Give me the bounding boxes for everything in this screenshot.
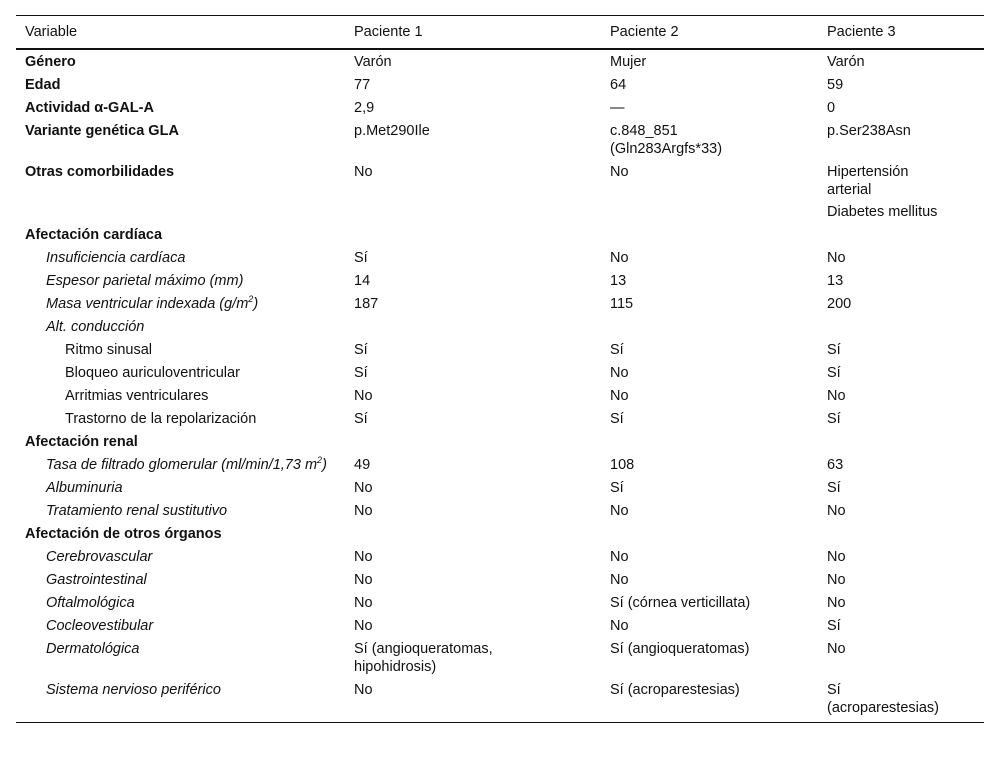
cell-value: 13: [610, 273, 627, 289]
table-row: [16, 454, 984, 477]
table-row: [16, 293, 984, 316]
cell-value: Mujer: [610, 54, 647, 70]
cell-value: Sí: [827, 480, 841, 496]
cell-value: Sí: [354, 365, 368, 381]
cell-value: Sí: [354, 342, 368, 358]
row-label: Gastrointestinal: [46, 572, 147, 588]
cell-value: Sí: [827, 342, 841, 358]
table-row: [16, 161, 984, 224]
table-row: [16, 569, 984, 592]
table-row: [16, 74, 984, 97]
cell-value: 200: [827, 296, 852, 312]
row-label: Cocleovestibular: [46, 618, 154, 634]
cell-value: 187: [354, 296, 379, 312]
row-label-variante: Variante genética GLA: [25, 123, 179, 139]
cell-line: c.848_851: [610, 123, 678, 139]
cell-value: No: [610, 503, 629, 519]
cell-line: Hipertensión arterial: [827, 164, 909, 198]
cell-value: No: [354, 480, 373, 496]
patients-comparison-table: [16, 15, 984, 723]
cell-value: No: [610, 549, 629, 565]
cell-value: [345, 638, 601, 679]
cell-line: Sí (angioqueratomas,: [354, 641, 493, 657]
cell-value: 64: [610, 77, 627, 93]
cell-value: No: [354, 388, 373, 404]
cell-value: No: [354, 618, 373, 634]
cell-value: No: [827, 250, 846, 266]
section-afectacion-renal: Afectación renal: [25, 434, 138, 450]
row-label: Arritmias ventriculares: [65, 388, 209, 404]
table-row: [16, 362, 984, 385]
cell-value: Varón: [827, 54, 865, 70]
row-label: Cerebrovascular: [46, 549, 153, 565]
row-label: Sistema nervioso periférico: [46, 682, 221, 698]
table-row: [16, 316, 984, 339]
cell-value: 77: [354, 77, 371, 93]
cell-value: Varón: [354, 54, 392, 70]
cell-value: Sí: [827, 365, 841, 381]
row-label-genero: Género: [25, 54, 76, 70]
row-label: Espesor parietal máximo (mm): [46, 273, 244, 289]
row-label: Tratamiento renal sustitutivo: [46, 503, 228, 519]
cell-value: 14: [354, 273, 371, 289]
cell-value: No: [827, 503, 846, 519]
header-variable: Variable: [25, 24, 78, 40]
cell-value: [818, 679, 984, 723]
cell-value: p.Ser238Asn: [827, 123, 911, 139]
cell-value: No: [827, 595, 846, 611]
cell-line: Diabetes mellitus: [827, 204, 938, 220]
table-row: [16, 592, 984, 615]
row-label-comorbilidades: Otras comorbilidades: [25, 164, 175, 180]
cell-value: 63: [827, 457, 844, 473]
table-row: [16, 247, 984, 270]
table-row: [16, 97, 984, 120]
row-label: Tasa de filtrado glomerular (ml/min/1,73 $m^2$): [46, 455, 327, 473]
cell-value: Sí: [354, 250, 368, 266]
row-label: Dermatológica: [46, 641, 140, 657]
cell-value: No: [354, 164, 373, 180]
cell-value: No: [610, 365, 629, 381]
cell-value: Sí: [827, 411, 841, 427]
cell-line: (acroparestesias): [827, 700, 940, 716]
cell-value: —: [610, 100, 625, 116]
row-label: Oftalmológica: [46, 595, 135, 611]
cell-value: Sí: [827, 618, 841, 634]
table-row: [16, 339, 984, 362]
cell-value: p.Met290Ile: [354, 123, 430, 139]
cell-value: No: [610, 618, 629, 634]
section-afectacion-cardiaca: Afectación cardíaca: [25, 227, 163, 243]
row-label: Ritmo sinusal: [65, 342, 153, 358]
patients-table-container: [16, 15, 984, 723]
table-row: [16, 270, 984, 293]
cell-value: 115: [610, 296, 634, 312]
section-row: [16, 224, 984, 247]
cell-value: Sí: [354, 411, 368, 427]
cell-value: [601, 120, 818, 161]
header-paciente-3: Paciente 3: [827, 24, 896, 40]
cell-value: Sí (acroparestesias): [610, 682, 740, 698]
cell-value: Sí: [610, 342, 624, 358]
table-row: [16, 500, 984, 523]
row-label: Trastorno de la repolarización: [65, 411, 257, 427]
cell-value: No: [610, 164, 629, 180]
table-row: [16, 546, 984, 569]
cell-value: Sí (angioqueratomas): [610, 641, 750, 657]
cell-value: No: [610, 388, 629, 404]
cell-line: Sí: [827, 682, 841, 698]
cell-value: No: [354, 682, 373, 698]
cell-value: Sí: [610, 411, 624, 427]
table-row: [16, 477, 984, 500]
cell-value: 108: [610, 457, 635, 473]
cell-value: No: [354, 549, 373, 565]
cell-value: Sí (córnea verticillata): [610, 595, 751, 611]
cell-value: No: [827, 388, 846, 404]
cell-value: [818, 161, 984, 224]
table-row: [16, 408, 984, 431]
row-label: Bloqueo auriculoventricular: [65, 365, 240, 381]
table-header-row: [16, 16, 984, 50]
cell-value: 2,9: [354, 100, 375, 116]
cell-value: Sí: [610, 480, 624, 496]
cell-line: hipohidrosis): [354, 659, 437, 675]
row-label-edad: Edad: [25, 77, 61, 93]
cell-value: No: [354, 595, 373, 611]
cell-line: (Gln283Argfs*33): [610, 141, 723, 157]
section-row: [16, 523, 984, 546]
table-row: [16, 679, 984, 723]
cell-value: 49: [354, 457, 371, 473]
row-label-actividad: Actividad α-GAL-A: [25, 100, 154, 116]
section-row: [16, 431, 984, 454]
cell-value: No: [827, 549, 846, 565]
row-label: Insuficiencia cardíaca: [46, 250, 186, 266]
table-row: [16, 385, 984, 408]
row-label: Masa ventricular indexada $(g/m^2)$: [46, 294, 259, 312]
cell-value: No: [610, 250, 629, 266]
cell-value: 0: [827, 100, 836, 116]
row-label: Albuminuria: [46, 480, 123, 496]
table-row: [16, 49, 984, 74]
cell-value: No: [354, 503, 373, 519]
table-row: [16, 615, 984, 638]
cell-value: No: [827, 641, 846, 657]
cell-value: No: [827, 572, 846, 588]
section-afectacion-otros-organos: Afectación de otros órganos: [25, 526, 222, 542]
header-paciente-1: Paciente 1: [354, 24, 423, 40]
cell-value: No: [354, 572, 373, 588]
table-row: [16, 120, 984, 161]
header-paciente-2: Paciente 2: [610, 24, 679, 40]
row-label: Alt. conducción: [46, 319, 145, 335]
cell-value: 59: [827, 77, 844, 93]
cell-value: 13: [827, 273, 844, 289]
table-row: [16, 638, 984, 679]
cell-value: No: [610, 572, 629, 588]
